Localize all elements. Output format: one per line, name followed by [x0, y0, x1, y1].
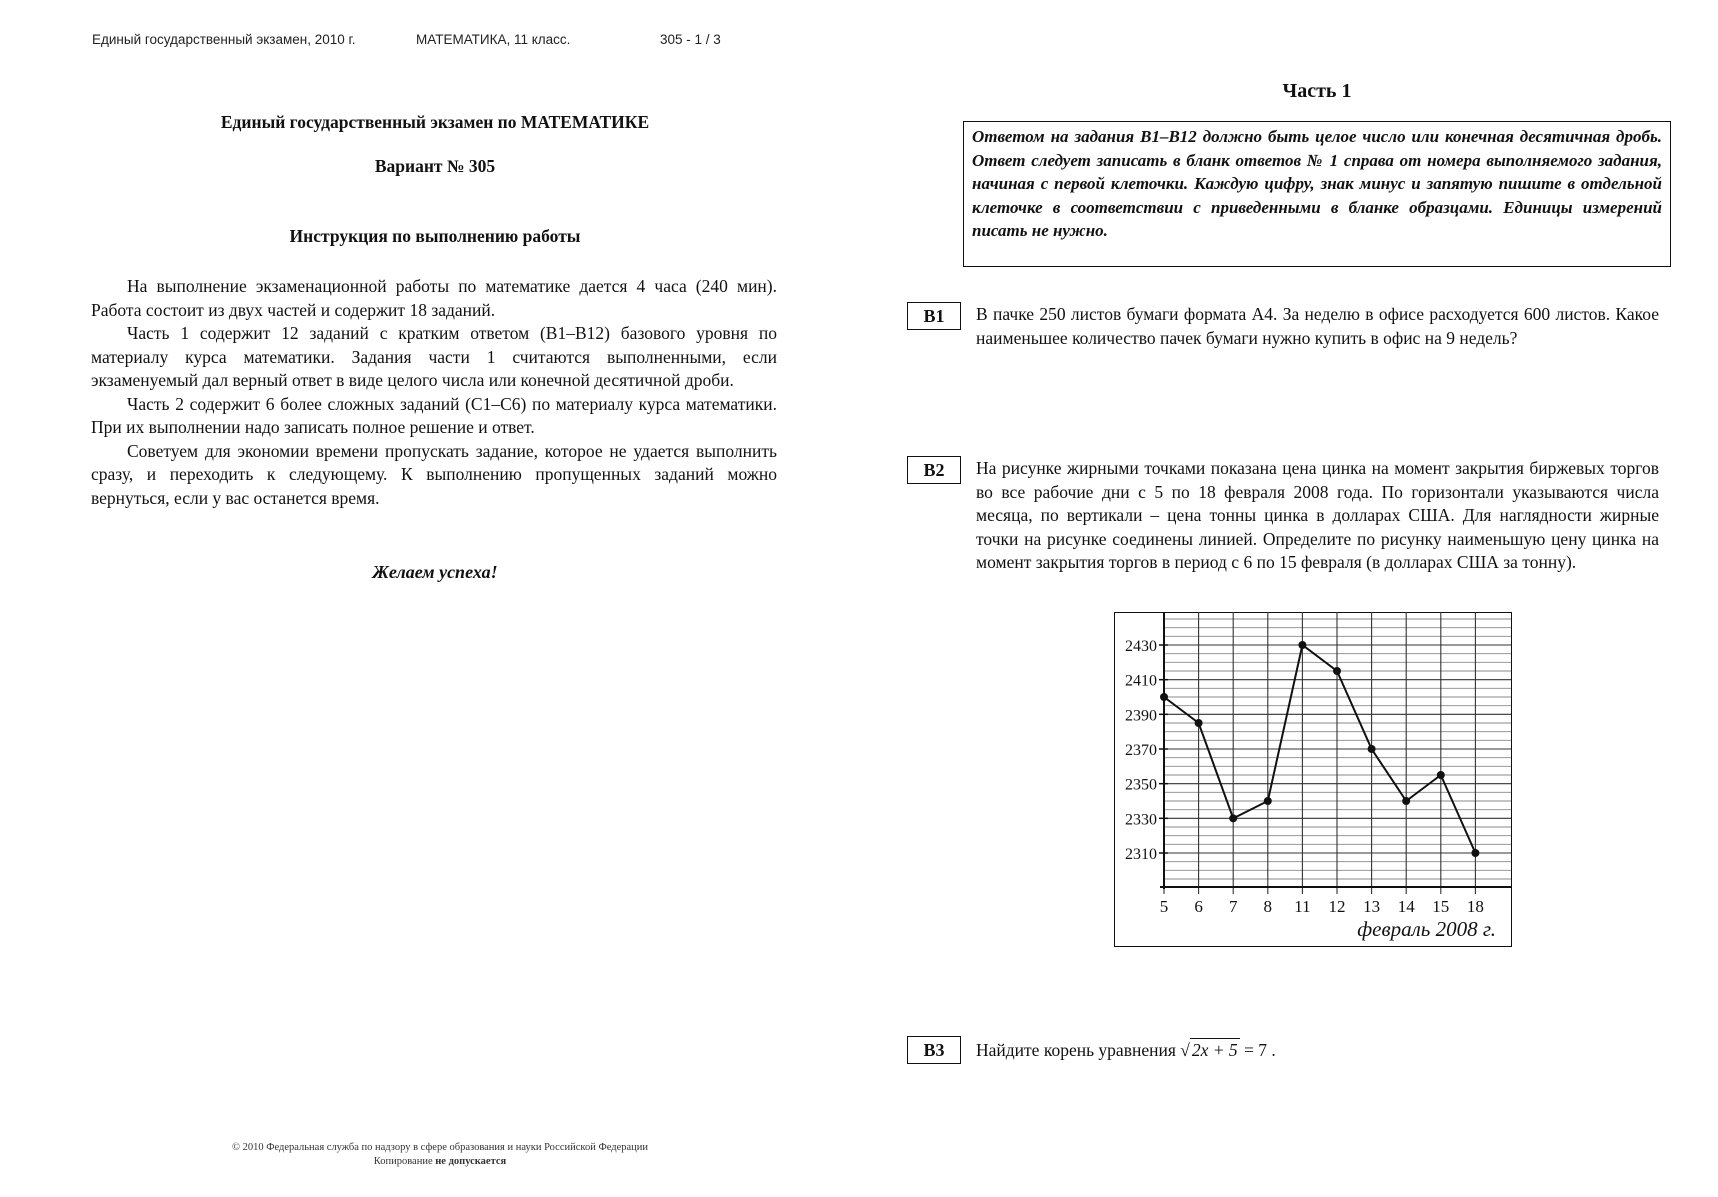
x-tick-labels [1160, 897, 1484, 916]
copyright-line: © 2010 Федеральная служба по надзору в сфере образования и науки Российской Федерации [231, 1142, 649, 1153]
data-point [1402, 797, 1410, 805]
copy-restriction [160, 1156, 720, 1167]
copy-restriction-bold: не допускается [435, 1156, 507, 1167]
task-label-b1: B1 [907, 302, 961, 330]
task-label-b3: B3 [907, 1036, 961, 1064]
part-title: Часть 1 [1282, 80, 1352, 102]
task-b3-suffix: = 7 . [1239, 1040, 1276, 1060]
sqrt-sign: √ [1180, 1040, 1190, 1060]
data-point [1437, 771, 1445, 779]
answer-instructions-box: Ответом на задания B1–B12 должно быть целое число или конечная десятичная дробь. Ответ следует записать в бланк ответов № 1 справа от номера выполняемого задания, начиная с первой клеточки. Каждую цифру, знак минус и запятую пишите в отдельной клеточке в соответствии с приведенными в бланке образцами. Единицы измерений писать не нужно. [963, 121, 1671, 267]
header-subject: МАТЕМАТИКА, 11 класс. [416, 32, 571, 47]
x-tick-label: 7 [1228, 897, 1238, 916]
data-point [1160, 693, 1168, 701]
task-b3-prefix: Найдите корень уравнения [976, 1040, 1181, 1060]
variant-title: Вариант № 305 [374, 156, 496, 176]
y-tick-label: 2330 [1125, 811, 1157, 829]
y-tick-label: 2430 [1125, 638, 1157, 655]
y-tick-labels [1125, 638, 1168, 863]
exam-title: Единый государственный экзамен по МАТЕМАТИКЕ [220, 112, 650, 132]
data-point [1195, 719, 1203, 727]
copy-restriction-prefix: Копирование [373, 1156, 436, 1167]
instructions-paragraph: Часть 1 содержит 12 заданий с кратким ответом (B1–B12) базового уровня по материалу курса математики. Задания части 1 считаются выполненными, если экзаменуемый дал верный ответ в виде целого числа или конечной десятичной дроби. [91, 323, 777, 390]
data-point [1333, 667, 1341, 675]
task-label-b2: B2 [907, 456, 961, 484]
x-tick-label: 18 [1466, 897, 1484, 916]
data-point [1368, 745, 1376, 753]
x-tick-label: 6 [1194, 897, 1203, 916]
zinc-price-chart [1114, 612, 1512, 947]
instructions-paragraph: Советуем для экономии времени пропускать задание, которое не удается выполнить сразу, и переходить к следующему. К выполнению пропущенных заданий можно вернуться, если у вас останется время. [91, 440, 777, 508]
data-point [1229, 814, 1237, 822]
data-point [1264, 797, 1272, 805]
x-tick-label: 5 [1159, 897, 1169, 916]
instructions-body [91, 275, 777, 510]
y-tick-label: 2410 [1125, 672, 1157, 690]
y-tick-label: 2350 [1125, 776, 1157, 794]
y-tick-label: 2390 [1125, 707, 1157, 725]
good-luck-text: Желаем успеха! [372, 562, 498, 582]
header-exam-year: Единый государственный экзамен, 2010 г. [92, 32, 356, 47]
instructions-paragraph: На выполнение экзаменационной работы по математике дается 4 часа (240 мин). Работа состоит из двух частей и содержит 18 заданий. [91, 276, 777, 320]
x-tick-label: 14 [1397, 897, 1415, 916]
instructions-paragraph: Часть 2 содержит 6 более сложных заданий (C1–C6) по материалу курса математики. При их выполнении надо записать полное решение и ответ. [91, 393, 777, 437]
grid-major [1164, 612, 1475, 894]
x-tick-label: 11 [1294, 897, 1311, 916]
instructions-title: Инструкция по выполнению работы [289, 226, 581, 246]
task-text-b2: На рисунке жирными точками показана цена цинка на момент закрытия биржевых торгов во все рабочие дни с 5 по 18 февраля 2008 года. По горизонтали указываются числа месяца, по вертикали – цена тонны цинка в долларах США. Для наглядности жирные точки на рисунке соединены линией. Определите по рисунку наименьшую цену цинка на момент закрытия торгов в период с 6 по 15 февраля (в долларах США за тонну). [976, 458, 1659, 572]
task-text-b1: В пачке 250 листов бумаги формата А4. За неделю в офисе расходуется 600 листов. Какое наименьшее количество пачек бумаги нужно купить в офис на 9 недель? [976, 304, 1659, 348]
x-tick-label: 12 [1328, 897, 1346, 916]
x-tick-label: 15 [1432, 897, 1450, 916]
header-page-number: 305 - 1 / 3 [660, 32, 721, 47]
x-tick-label: 13 [1363, 897, 1381, 916]
x-axis-label: февраль 2008 г. [1357, 917, 1496, 941]
y-tick-label: 2370 [1125, 742, 1157, 759]
data-point [1471, 849, 1479, 857]
task-text-b3 [976, 1038, 1659, 1063]
y-tick-label: 2310 [1125, 846, 1157, 863]
data-point [1298, 641, 1306, 649]
sqrt-radicand: 2x + 5 [1190, 1038, 1240, 1063]
x-tick-label: 8 [1263, 897, 1273, 916]
